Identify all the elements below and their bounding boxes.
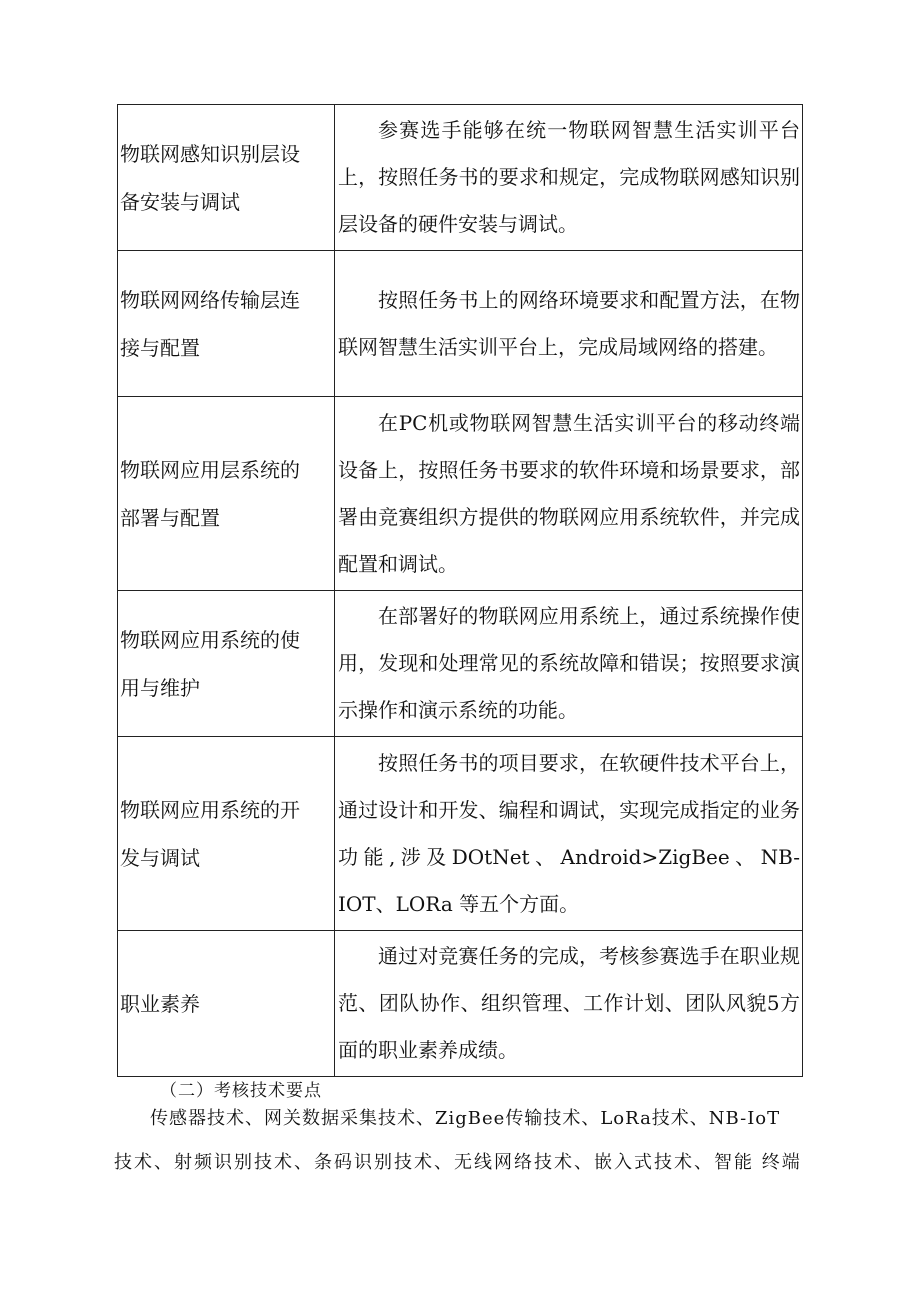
table-cell-description <box>335 105 803 251</box>
table-cell-item <box>118 397 335 591</box>
table-row <box>118 397 803 591</box>
table-row <box>118 105 803 251</box>
description-text: 在部署好的物联网应用系统上，通过系统操作使用，发现和处理常见的系统故障和错误；按照要求演示操作和演示系统的功能。 <box>338 604 800 722</box>
table-cell-item <box>118 737 335 931</box>
description-text: 按照任务书的项目要求，在软硬件技术平台上，通过设计和开发、编程和调试，实现完成指定的业务功能,涉及DOtNet、Android>ZigBee、NB-IOT、LORa 等五个方面。 <box>338 750 800 916</box>
description-text: 通过对竞赛任务的完成，考核参赛选手在职业规范、团队协作、组织管理、工作计划、团队风貌5方面的职业素养成绩。 <box>338 944 800 1062</box>
item-text: 物联网应用系统的开发与调试 <box>120 797 300 870</box>
description-text: 在PC机或物联网智慧生活实训平台的移动终端设备上，按照任务书要求的软件环境和场景要求，部署由竞赛组织方提供的物联网应用系统软件，并完成配置和调试。 <box>338 410 800 576</box>
table-cell-item <box>118 251 335 397</box>
item-text: 物联网网络传输层连接与配置 <box>120 287 300 360</box>
section-heading: （二）考核技术要点 <box>160 1081 322 1101</box>
description-text: 参赛选手能够在统一物联网智慧生活实训平台上，按照任务书的要求和规定，完成物联网感知识别层设备的硬件安装与调试。 <box>338 118 800 236</box>
table-cell-description <box>335 931 803 1077</box>
table-row <box>118 251 803 397</box>
table-row <box>118 737 803 931</box>
table-cell-item <box>118 105 335 251</box>
description-text: 按照任务书上的网络环境要求和配置方法，在物联网智慧生活实训平台上，完成局域网络的搭建。 <box>338 287 800 359</box>
assessment-table <box>117 104 803 1077</box>
item-text: 物联网感知识别层设备安装与调试 <box>120 141 300 214</box>
item-text: 物联网应用系统的使用与维护 <box>120 627 300 700</box>
item-text: 物联网应用层系统的部署与配置 <box>120 457 300 530</box>
table-row <box>118 931 803 1077</box>
table-cell-description <box>335 591 803 737</box>
table-cell-description <box>335 251 803 397</box>
table-cell-description <box>335 397 803 591</box>
table-cell-description <box>335 737 803 931</box>
paragraph-line-2: 技术、射频识别技术、条码识别技术、无线网络技术、嵌入式技术、智能 终端 <box>114 1152 802 1173</box>
table-cell-item <box>118 591 335 737</box>
item-text: 职业素养 <box>120 991 200 1016</box>
table-row <box>118 591 803 737</box>
table-cell-item <box>118 931 335 1077</box>
paragraph-line-1: 传感器技术、网关数据采集技术、ZigBee传输技术、LoRa技术、NB-IoT <box>150 1108 781 1129</box>
